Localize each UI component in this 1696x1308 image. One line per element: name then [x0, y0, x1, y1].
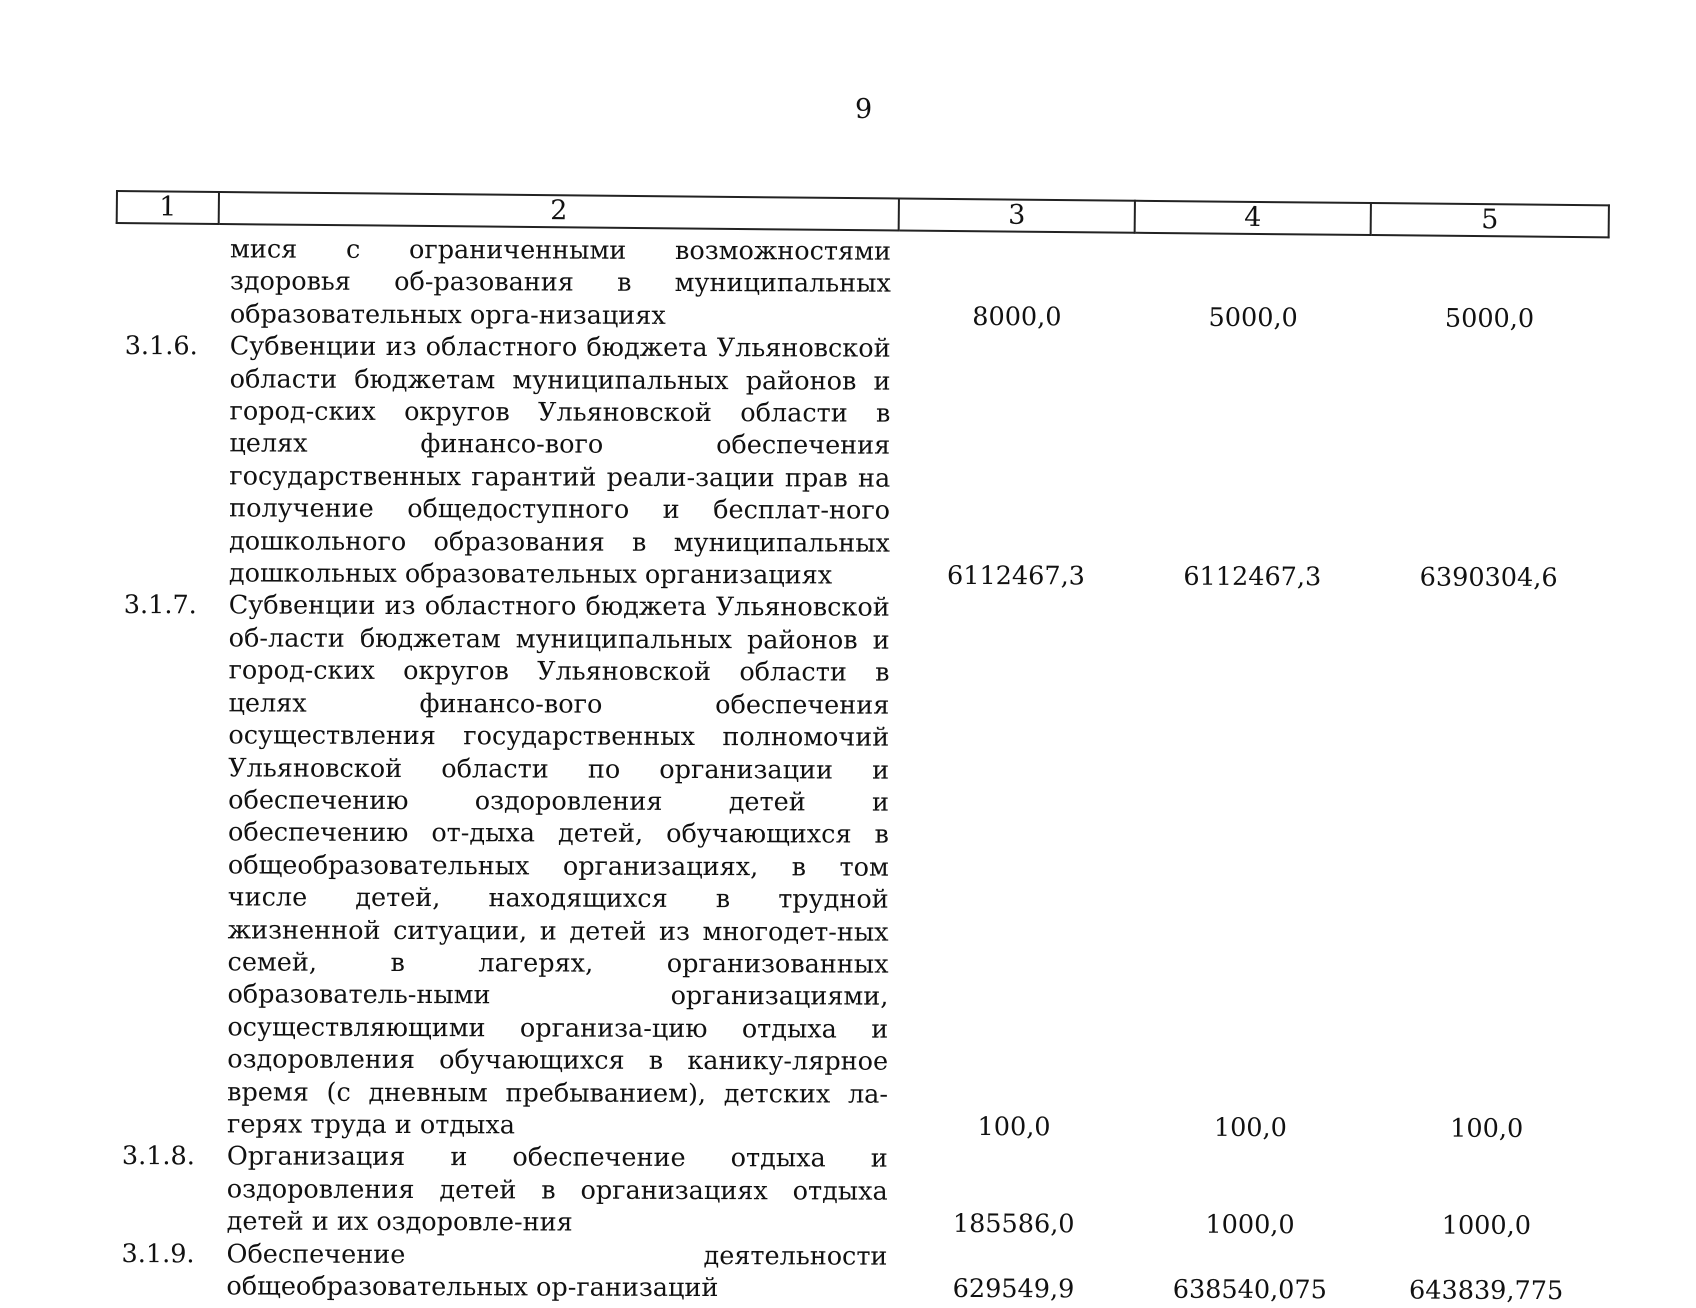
- row-number: 3.1.8.: [121, 1141, 195, 1172]
- row-value-col3: 185586,0: [952, 1209, 1075, 1240]
- table-row: [115, 330, 1608, 594]
- row-description: Обеспечение деятельности общеобразовательных ор-ганизаций: [226, 1238, 888, 1304]
- column-header-2: 2: [219, 192, 899, 231]
- row-description: Субвенции из областного бюджета Ульяновской об-ласти бюджетам муниципальных районов и город-ских округов Ульяновской области в целях финансо-вого обеспечения осуществления государственных полномочий Ульяновской области по организации и обеспечению оздоровления детей и обеспечению от-дыха детей, обучающихся в общеобразовательных организациях, в том числе детей, находящихся в трудной жизненной ситуации, и детей из многодет-ных семей, в лагерях, организованных образователь-ными организациями, осуществляющими организа-цию отдыха и оздоровления обучающихся в канику-лярное время (с дневным пребыванием), детских ла-герях труда и отдыха: [226, 590, 890, 1141]
- column-header-row: [116, 190, 1610, 238]
- row-value-col3: 100,0: [977, 1111, 1051, 1143]
- budget-table: [112, 233, 1608, 1308]
- table-row: [113, 589, 1607, 1145]
- column-header-5: 5: [1371, 203, 1609, 237]
- row-value-col4: 1000,0: [1205, 1209, 1295, 1241]
- row-value-col4: 638540,075: [1172, 1274, 1327, 1306]
- table-row: [112, 1140, 1604, 1242]
- row-number: 3.1.6.: [124, 331, 198, 362]
- row-number: [116, 233, 218, 331]
- table-row: [112, 1238, 1604, 1308]
- page-number: 9: [855, 94, 873, 125]
- row-value-col3: 629549,9: [952, 1273, 1075, 1305]
- column-header-1: 1: [117, 191, 219, 224]
- row-number: 3.1.9.: [121, 1238, 195, 1269]
- row-description: Субвенции из областного бюджета Ульяновской области бюджетам муниципальных районов и город-ских округов Ульяновской области в целях финансо-вого обеспечения государственных гарантий реали-зации прав на получение общедоступного и бесплат-ного дошкольного образования в муниципальных дошкольных образовательных организациях: [228, 331, 891, 591]
- row-value-col4: 6112467,3: [1183, 561, 1322, 593]
- row-value-col3: 6112467,3: [946, 560, 1085, 592]
- row-value-col4: 100,0: [1213, 1112, 1287, 1144]
- row-value-col3: 8000,0: [972, 301, 1062, 333]
- row-value-col5: 5000,0: [1444, 303, 1535, 334]
- row-description: Организация и обеспечение отдыха и оздоровления детей в организациях отдыха детей и их оздоровле-ния: [226, 1141, 888, 1238]
- row-value-col5: 643839,775: [1409, 1275, 1564, 1307]
- row-number: 3.1.7.: [123, 590, 197, 621]
- row-value-col4: 5000,0: [1208, 302, 1298, 333]
- table-row: [116, 233, 1608, 335]
- row-description: мися с ограниченными возможностями здоровья об-разования в муниципальных образовательных орга-низациях: [229, 234, 892, 331]
- row-value-col5: 6390304,6: [1419, 562, 1558, 594]
- row-value-col5: 100,0: [1450, 1113, 1524, 1144]
- column-header-4: 4: [1135, 201, 1371, 235]
- column-header-3: 3: [899, 199, 1135, 233]
- row-value-col5: 1000,0: [1441, 1210, 1532, 1242]
